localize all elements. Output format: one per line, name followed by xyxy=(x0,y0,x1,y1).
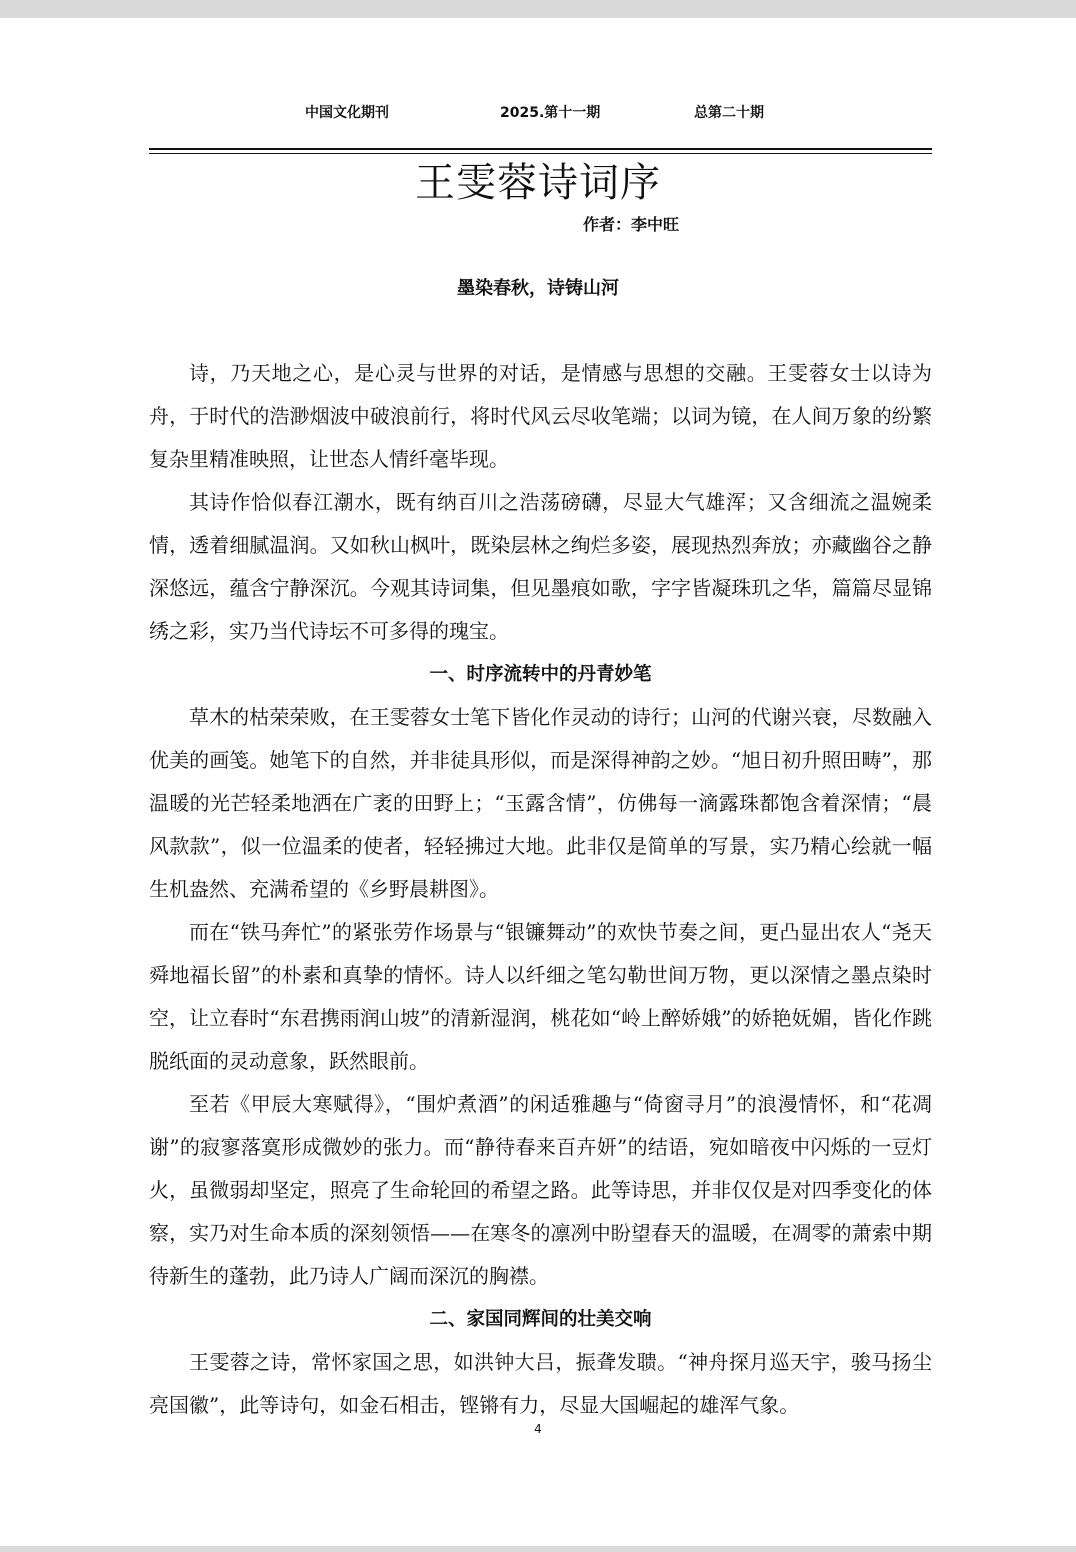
article-body xyxy=(149,352,932,1427)
subtitle: 墨染春秋，诗铸山河 xyxy=(457,278,619,299)
paragraph: 而在“铁马奔忙”的紧张劳作场景与“银镰舞动”的欢快节奏之间，更凸显出农人“尧天舜地福长留”的朴素和真挚的情怀。诗人以纤细之笔勾勒世间万物，更以深情之墨点染时空，让立春时“东君携雨润山坡”的清新湿润，桃花如“岭上醉娇娥”的娇艳妩媚，皆化作跳脱纸面的灵动意象，跃然眼前。 xyxy=(149,920,932,1073)
paragraph: 王雯蓉之诗，常怀家国之思，如洪钟大吕，振聋发聩。“神舟探月巡天宇，骏马扬尘亮国徽”，此等诗句，如金石相击，铿锵有力，尽显大国崛起的雄浑气象。 xyxy=(149,1350,932,1417)
section-heading: 一、时序流转中的丹青妙笔 xyxy=(429,664,652,685)
paragraph: 至若《甲辰大寒赋得》，“围炉煮酒”的闲适雅趣与“倚窗寻月”的浪漫情怀，和“花凋谢”的寂寥落寞形成微妙的张力。而“静待春来百卉妍”的结语，宛如暗夜中闪烁的一豆灯火，虽微弱却坚定，照亮了生命轮回的希望之路。此等诗思，并非仅仅是对四季变化的体察，实乃对生命本质的深刻领悟——在寒冬的凛冽中盼望春天的温暖，在凋零的萧索中期待新生的蓬勃，此乃诗人广阔而深沉的胸襟。 xyxy=(149,1092,932,1288)
page-number: 4 xyxy=(534,1422,542,1436)
paragraph: 诗，乃天地之心，是心灵与世界的对话，是情感与思想的交融。王雯蓉女士以诗为舟，于时代的浩渺烟波中破浪前行，将时代风云尽收笔端；以词为镜，在人间万象的纷繁复杂里精准映照，让世态人情纤毫毕现。 xyxy=(149,361,932,471)
document-page xyxy=(0,18,1076,1546)
journal-name: 中国文化期刊 xyxy=(305,105,389,121)
paragraph: 其诗作恰似春江潮水，既有纳百川之浩荡磅礴，尽显大气雄浑；又含细流之温婉柔情，透着细腻温润。又如秋山枫叶，既染层林之绚烂多姿，展现热烈奔放；亦藏幽谷之静深悠远，蕴含宁静深沉。今观其诗词集，但见墨痕如歌，字字皆凝珠玑之华，篇篇尽显锦绣之彩，实乃当代诗坛不可多得的瑰宝。 xyxy=(149,490,932,643)
issue-label: 2025.第十一期 xyxy=(500,105,601,121)
header-rule-thick xyxy=(149,148,932,150)
running-header xyxy=(0,102,1076,124)
paragraph: 草木的枯荣荣败，在王雯蓉女士笔下皆化作灵动的诗行；山河的代谢兴衰，尽数融入优美的画笺。她笔下的自然，并非徒具形似，而是深得神韵之妙。“旭日初升照田畴”，那温暖的光芒轻柔地洒在广袤的田野上；“玉露含情”，仿佛每一滴露珠都饱含着深情；“晨风款款”，似一位温柔的使者，轻轻拂过大地。此非仅是简单的写景，实乃精心绘就一幅生机盎然、充满希望的《乡野晨耕图》。 xyxy=(149,705,932,901)
page-title: 王雯蓉诗词序 xyxy=(415,160,661,206)
section-heading: 二、家国同辉间的壮美交响 xyxy=(429,1309,652,1330)
author-line: 作者：李中旺 xyxy=(583,215,680,234)
header-rule-thin xyxy=(149,153,932,154)
total-issue-label: 总第二十期 xyxy=(694,105,764,121)
